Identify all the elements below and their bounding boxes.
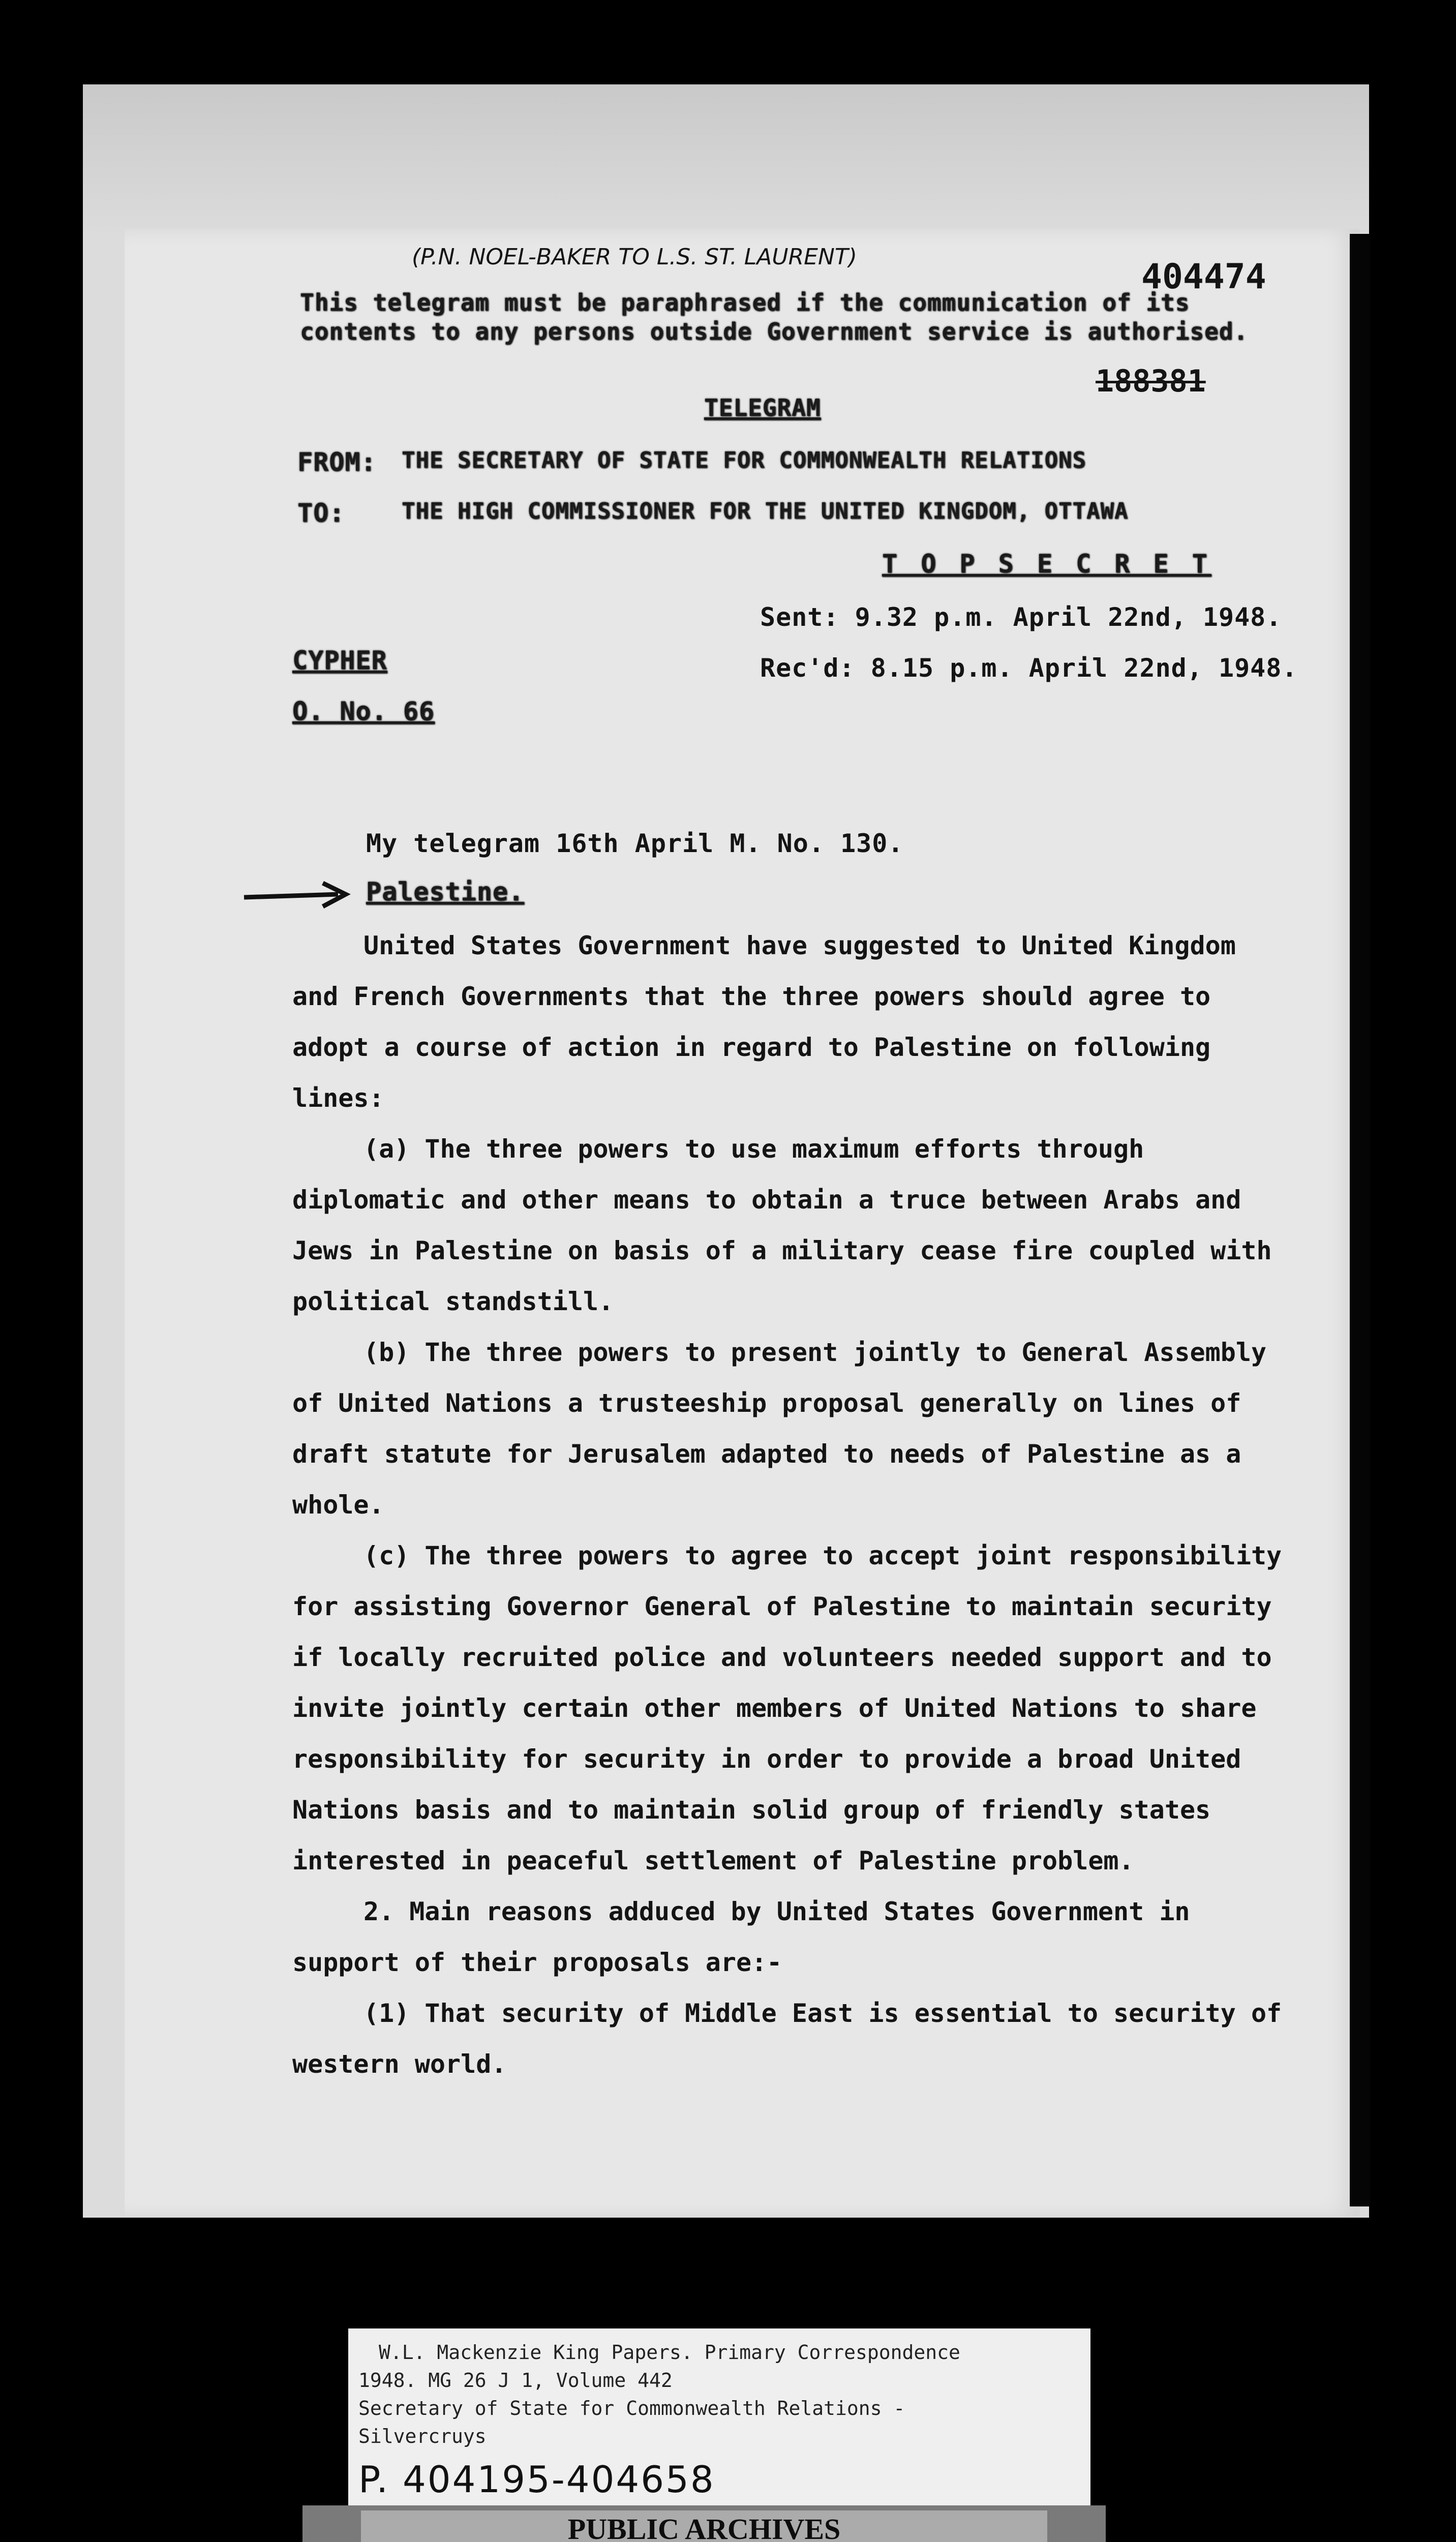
arrow-icon — [241, 877, 358, 913]
intro-paragraph: United States Government have suggested to United Kingdom and French Governments that the three powers should agree to adopt a course of action in regard to Palestine on following lines: — [292, 931, 1236, 1113]
card-line-2: 1948. MG 26 J 1, Volume 442 — [358, 2369, 673, 2392]
archives-stamp — [302, 2505, 1106, 2542]
document-number: 404474 — [1141, 257, 1266, 297]
handwritten-annotation: (P.N. NOEL-BAKER TO L.S. ST. LAURENT) — [412, 244, 857, 270]
to-value: THE HIGH COMMISSIONER FOR THE UNITED KINGDOM, OTTAWA — [402, 498, 1129, 524]
received-timestamp: Rec'd: 8.15 p.m. April 22nd, 1948. — [760, 653, 1298, 683]
card-line-3: Secretary of State for Commonwealth Relations - — [358, 2397, 905, 2419]
classification-marking: T O P S E C R E T — [882, 549, 1211, 579]
paragraph-2: 2. Main reasons adduced by United States Government in support of their proposals are:- — [292, 1897, 1190, 1977]
stamp-line-1: PUBLIC ARCHIVES — [567, 2513, 841, 2542]
handwritten-page-range: P. 404195-404658 — [358, 2458, 715, 2501]
card-line-1: W.L. Mackenzie King Papers. Primary Correspondence — [379, 2341, 960, 2364]
sent-timestamp: Sent: 9.32 p.m. April 22nd, 1948. — [760, 602, 1282, 632]
telegram-body — [292, 920, 1289, 2090]
crossed-out-number: 188381 — [1096, 364, 1206, 399]
subject-line: Palestine. — [366, 877, 525, 906]
from-label: FROM: — [297, 447, 377, 477]
stamp-label — [361, 2510, 1047, 2542]
telegram-heading: TELEGRAM — [704, 394, 821, 421]
paraphrase-notice-line-1: This telegram must be paraphrased if the communication of its — [300, 289, 1190, 316]
page-shadow-edge — [1350, 234, 1370, 2206]
telegram-number: O. No. 66 — [292, 697, 435, 726]
paragraph-b: (b) The three powers to present jointly to General Assembly of United Nations a trusteeship proposal generally on lines of draft statute for Jerusalem adapted to needs of Palestine as a whole. — [292, 1338, 1267, 1520]
from-value: THE SECRETARY OF STATE FOR COMMONWEALTH RELATIONS — [402, 447, 1087, 473]
paragraph-2-item-1: (1) That security of Middle East is essential to security of western world. — [292, 1999, 1282, 2079]
paragraph-a: (a) The three powers to use maximum efforts through diplomatic and other means to obtain a truce between Arabs and Jews in Palestine on basis of a military cease fire coupled with political standstill. — [292, 1134, 1272, 1316]
cypher-label: CYPHER — [292, 646, 387, 675]
reference-line: My telegram 16th April M. No. 130. — [366, 829, 904, 858]
to-label: TO: — [297, 498, 345, 528]
paraphrase-notice-line-2: contents to any persons outside Government service is authorised. — [300, 318, 1249, 345]
card-line-4: Silvercruys — [358, 2425, 487, 2447]
paragraph-c: (c) The three powers to agree to accept joint responsibility for assisting Governor General of Palestine to maintain security if locally recruited police and volunteers needed support and to invite jointly certain other members of United Nations to share responsibility for security in order to provide a broad United Nations basis and to maintain solid group of friendly states interested in peaceful settlement of Palestine problem. — [292, 1541, 1282, 1875]
